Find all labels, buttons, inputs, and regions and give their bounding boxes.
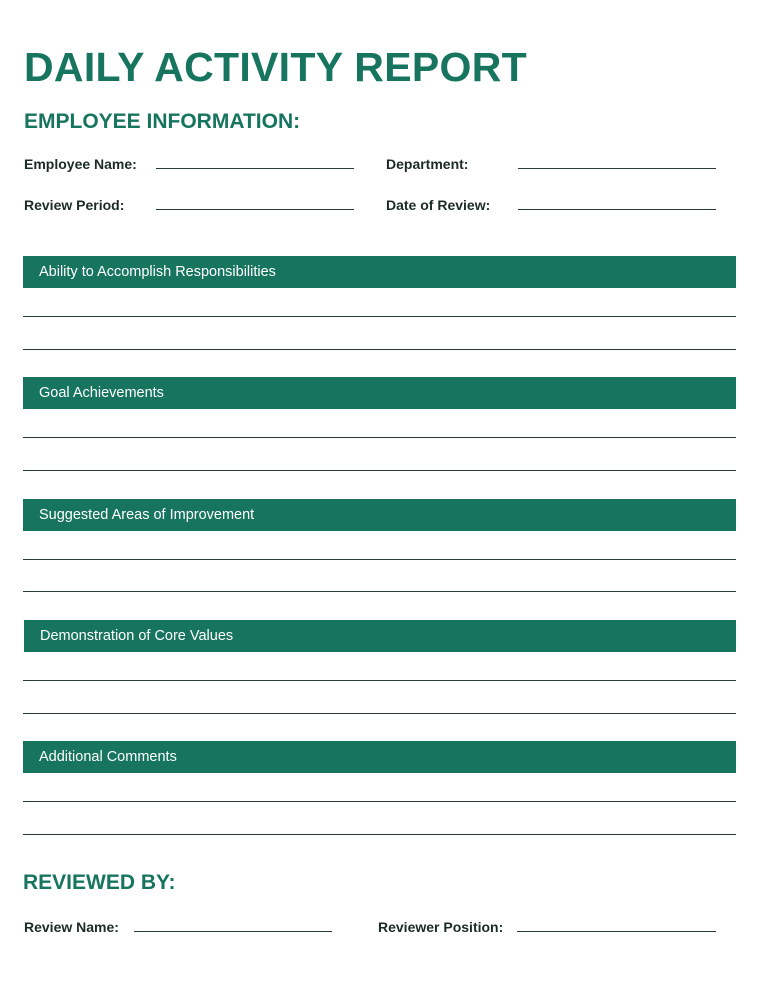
write-line[interactable] bbox=[23, 470, 736, 471]
department-label: Department: bbox=[386, 156, 469, 172]
date-of-review-field[interactable] bbox=[518, 209, 716, 210]
section-header-additional-comments: Additional Comments bbox=[23, 741, 736, 773]
employee-information-heading: EMPLOYEE INFORMATION: bbox=[24, 110, 301, 133]
section-header-responsibilities: Ability to Accomplish Responsibilities bbox=[23, 256, 736, 288]
date-of-review-label: Date of Review: bbox=[386, 197, 491, 213]
write-line[interactable] bbox=[23, 559, 736, 560]
review-period-label: Review Period: bbox=[24, 197, 125, 213]
write-line[interactable] bbox=[23, 680, 736, 681]
employee-name-label: Employee Name: bbox=[24, 156, 137, 172]
write-line[interactable] bbox=[23, 834, 736, 835]
write-line[interactable] bbox=[23, 713, 736, 714]
reviewer-position-label: Reviewer Position: bbox=[378, 919, 504, 935]
review-name-field[interactable] bbox=[134, 931, 332, 932]
employee-name-field[interactable] bbox=[156, 168, 354, 169]
department-field[interactable] bbox=[518, 168, 716, 169]
review-period-field[interactable] bbox=[156, 209, 354, 210]
write-line[interactable] bbox=[23, 437, 736, 438]
write-line[interactable] bbox=[23, 349, 736, 350]
section-header-improvement: Suggested Areas of Improvement bbox=[23, 499, 736, 531]
write-line[interactable] bbox=[23, 316, 736, 317]
review-name-label: Review Name: bbox=[24, 919, 119, 935]
write-line[interactable] bbox=[23, 801, 736, 802]
reviewer-position-field[interactable] bbox=[517, 931, 716, 932]
write-line[interactable] bbox=[23, 591, 736, 592]
page-title: DAILY ACTIVITY REPORT bbox=[24, 44, 527, 90]
reviewed-by-heading: REVIEWED BY: bbox=[23, 871, 176, 894]
section-header-core-values: Demonstration of Core Values bbox=[24, 620, 736, 652]
section-header-goal-achievements: Goal Achievements bbox=[23, 377, 736, 409]
